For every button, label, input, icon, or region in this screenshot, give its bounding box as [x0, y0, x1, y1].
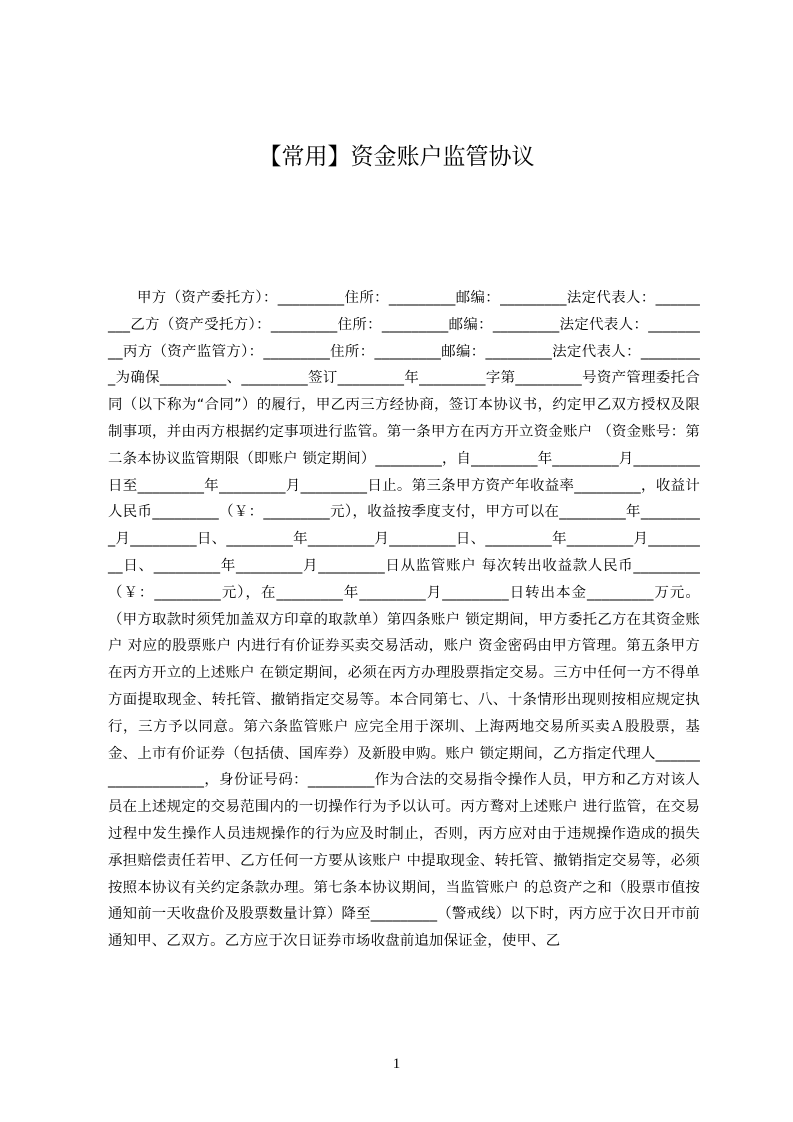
page-number: 1: [392, 1056, 401, 1072]
document-title: 【常用】资金账户监管协议: [258, 144, 535, 170]
agreement-body-text: 甲方（资产委托方）：_________住所：_________邮编：_________法定代表人：_________乙方（资产受托方）：_________住所：_________邮编：_________法定代表人：_________丙方（资产监管方）：_________住所：_________邮编：_________法定代表人：_________为确保_________、_________签订_________年_________字第_________号资产管理委托合同（以下称为“合同”）的履行，甲乙丙三方经协商，签订本协议书，约定甲乙双方授权及限制事项，并由丙方根据约定事项进行监管。第一条甲方在丙方开立资金账户 （资金账号：第二条本协议监管期限（即账户 锁定期间）_________，自_________年_________月_________日至_________年_________月_________日止。第三条甲方资产年收益率_________，收益计人民币_________（￥：_________元），收益按季度支付，甲方可以在_________年_________月_________日、_________年_________月_________日、_________年_________月_________日、_________年_________月_________日从监管账户 每次转出收益款人民币_________（￥：_________元），在_________年_________月_________日转出本金_________万元。（甲方取款时须凭加盖双方印章的取款单）第四条账户 锁定期间，甲方委托乙方在其资金账户 对应的股票账户 内进行有价证券买卖交易活动，账户 资金密码由甲方管理。第五条甲方在丙方开立的上述账户 在锁定期间，必须在丙方办理股票指定交易。三方中任何一方不得单方面提取现金、转托管、撤销指定交易等。本合同第七、八、十条情形出现则按相应规定执行，三方予以同意。第六条监管账户 应完全用于深圳、上海两地交易所买卖Ａ股股票，基金、上市有价证券（包括债、国库券）及新股申购。账户 锁定期间，乙方指定代理人___________________，身份证号码：_________作为合法的交易指令操作人员，甲方和乙方对该人员在上述规定的交易范围内的一切操作行为予以认可。丙方鹜对上述账户 进行监管，在交易过程中发生操作人员违规操作的行为应及时制止，否则，丙方应对由于违规操作造成的损失承担赔偿责任若甲、乙方任何一方要从该账户 中提取现金、转托管、撤销指定交易等，必须按照本协议有关约定条款办理。第七条本协议期间，当监管账户 的总资产之和（股票市值按通知前一天收盘价及股票数量计算）降至_________（警戒线）以下时，丙方应于次日开市前通知甲、乙双方。乙方应于次日证券市场收盘前追加保证金，使甲、乙: [108, 290, 701, 950]
